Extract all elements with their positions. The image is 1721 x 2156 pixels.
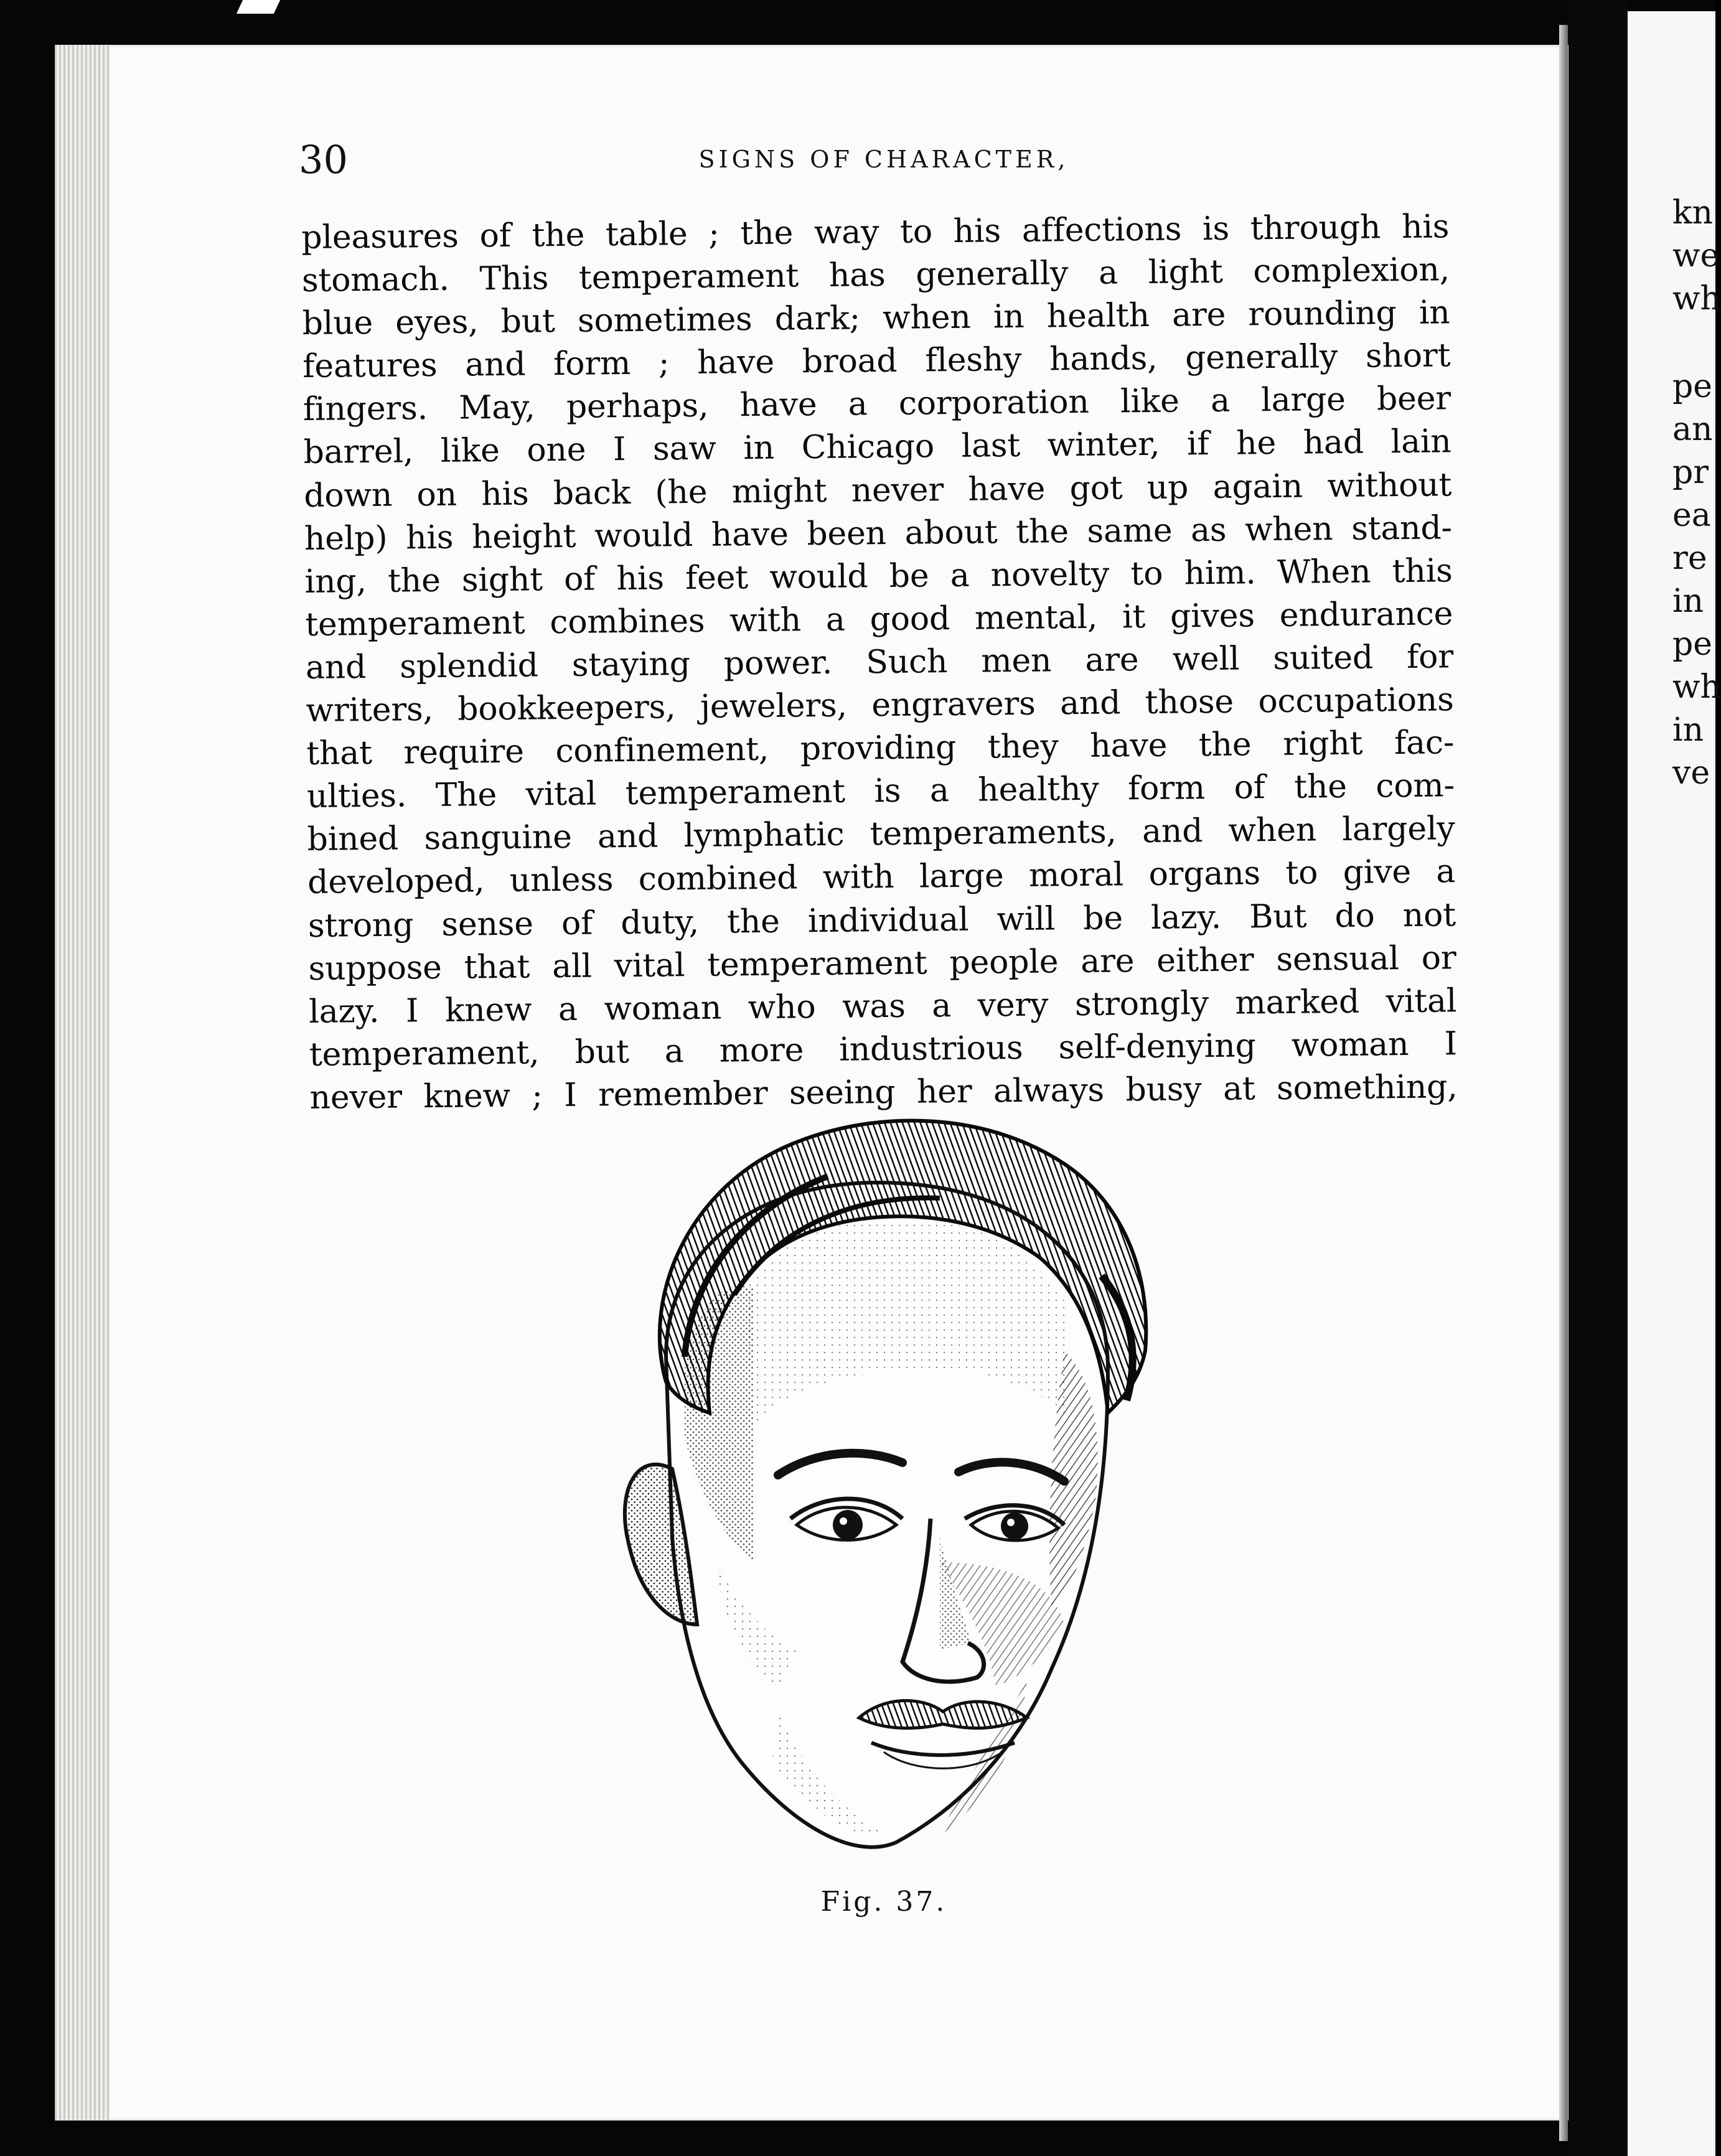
- text-line: never knew ; I remember seeing her always busy at something,: [309, 1068, 1458, 1117]
- text-line: down on his back (he might never have got up again without: [304, 466, 1452, 515]
- facing-page-text: [1628, 192, 1721, 795]
- text-line: that require confinement, providing they have the right fac-: [306, 724, 1455, 773]
- facing-text-fragment: wh: [1672, 668, 1721, 706]
- running-head: [299, 137, 1469, 193]
- text-line: help) his height would have been about the same as when stand-: [304, 509, 1453, 558]
- figure-caption: Fig. 37.: [820, 1886, 947, 1918]
- facing-text-fragment: in: [1672, 711, 1704, 749]
- text-line: ulties. The vital temperament is a healthy form of the com-: [306, 767, 1455, 816]
- facing-text-fragment: wh: [1672, 280, 1721, 317]
- running-head-title: SIGNS OF CHARACTER,: [698, 146, 1069, 173]
- book-binding: [1569, 0, 1628, 2156]
- paragraph-gap: [1628, 321, 1715, 365]
- text-line: features and form ; have broad fleshy hands, generally short: [302, 337, 1451, 386]
- text-line: fingers. May, perhaps, have a corporation like a large beer: [302, 380, 1451, 429]
- facing-text-fragment: pr: [1672, 454, 1709, 491]
- page-stack-edge: [55, 45, 110, 2121]
- text-line: ing, the sight of his feet would be a novelty to him. When this: [304, 552, 1453, 601]
- text-line: blue eyes, but sometimes dark; when in health are rounding in: [302, 294, 1450, 343]
- text-line: and splendid staying power. Such men are well suited for: [305, 638, 1454, 687]
- facing-text-fragment: re: [1672, 540, 1707, 577]
- facing-text-fragment: ea: [1672, 497, 1711, 534]
- facing-text-fragment: ve: [1672, 754, 1710, 792]
- text-line: temperament, but a more industrious self-denying woman I: [309, 1025, 1458, 1074]
- text-line: barrel, like one I saw in Chicago last winter, if he had lain: [303, 423, 1451, 472]
- engraved-portrait-icon: [591, 1089, 1189, 1880]
- facing-text-fragment: we: [1672, 237, 1720, 274]
- text-line: bined sanguine and lymphatic temperaments, and when largely: [307, 810, 1455, 859]
- text-line: lazy. I knew a woman who was a very strongly marked vital: [308, 982, 1457, 1031]
- text-line: temperament combines with a good mental, it gives endurance: [305, 595, 1453, 644]
- facing-text-fragment: pe: [1672, 368, 1713, 405]
- facing-page: [1628, 11, 1721, 2156]
- text-line: stomach. This temperament has generally a light complexion,: [301, 251, 1450, 300]
- page-number: 30: [299, 137, 348, 182]
- text-line: strong sense of duty, the individual will be lazy. But do not: [307, 896, 1456, 945]
- page-gutter-shadow: [1559, 25, 1568, 2141]
- text-line: writers, bookkeepers, jewelers, engravers and those occupations: [306, 681, 1454, 729]
- facing-text-fragment: pe: [1672, 626, 1713, 663]
- body-text: [301, 205, 1458, 1120]
- facing-text-fragment: in: [1672, 583, 1704, 620]
- text-line: developed, unless combined with large moral organs to give a: [307, 853, 1456, 902]
- facing-text-fragment: kn: [1672, 194, 1713, 232]
- scan-corner-mark: [237, 0, 280, 14]
- text-line: pleasures of the table ; the way to his affections is through his: [301, 208, 1450, 256]
- facing-text-fragment: an: [1672, 411, 1713, 448]
- text-line: suppose that all vital temperament people are either sensual or: [308, 939, 1456, 988]
